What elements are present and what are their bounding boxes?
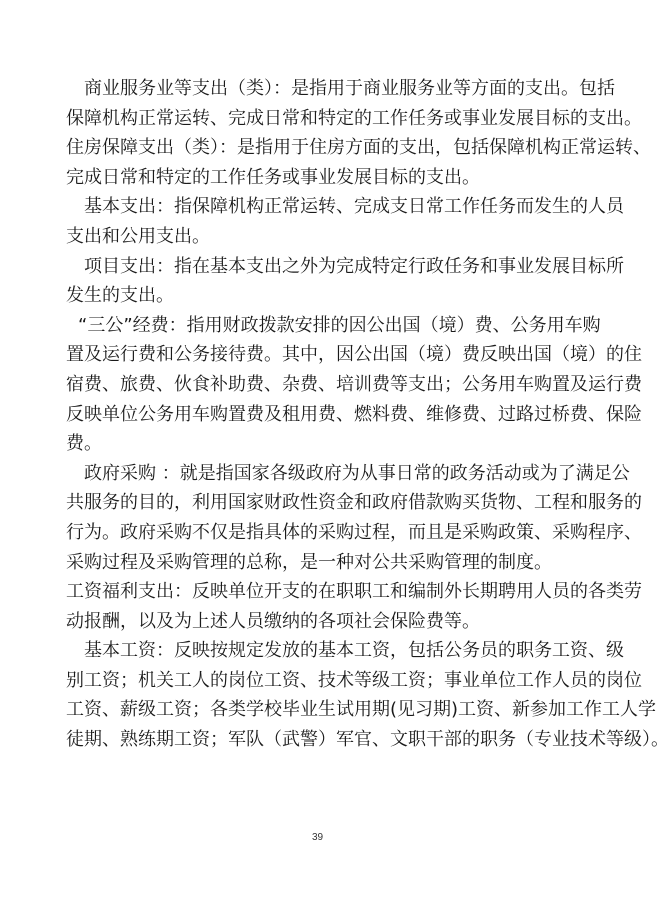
text-line: 别工资；机关工人的岗位工资、技术等级工资；事业单位工作人员的岗位: [66, 669, 642, 691]
text-line: 动报酬，以及为上述人员缴纳的各项社会保险费等。: [66, 610, 480, 632]
text-line: 政府采购 ：就是指国家各级政府为从事日常的政务活动或为了满足公: [84, 462, 630, 484]
text-line: 工资、薪级工资；各类学校毕业生试用期(见习期)工资、新参加工作工人学: [66, 699, 657, 721]
page-number: 39: [311, 832, 324, 843]
text-line: 徒期、熟练期工资；军队（武警）军官、文职干部的职务（专业技术等级）。: [66, 729, 669, 751]
text-line: 基本工资：反映按规定发放的基本工资，包括公务员的职务工资、级: [84, 640, 624, 662]
text-line: “三公”经费：指用财政拨款安排的因公出国（境）费、公务用车购: [78, 314, 601, 336]
text-line: 完成日常和特定的工作任务或事业发展目标的支出。: [66, 166, 480, 188]
text-line: 住房保障支出（类）：是指用于住房方面的支出，包括保障机构正常运转、: [66, 137, 651, 159]
text-line: 工资福利支出：反映单位开支的在职职工和编制外长期聘用人员的各类劳: [66, 581, 642, 603]
text-line: 费。: [66, 433, 102, 455]
text-line: 行为。政府采购不仅是指具体的采购过程，而且是采购政策、采购程序、: [66, 521, 642, 543]
text-line: 反映单位公务用车购置费及租用费、燃料费、维修费、过路过桥费、保险: [66, 403, 642, 425]
text-line: 采购过程及采购管理的总称，是一种对公共采购管理的制度。: [66, 551, 552, 573]
text-line: 基本支出：指保障机构正常运转、完成支日常工作任务而发生的人员: [84, 196, 624, 218]
text-line: 共服务的目的，利用国家财政性资金和政府借款购买货物、工程和服务的: [66, 492, 642, 514]
text-line: 商业服务业等支出（类）：是指用于商业服务业等方面的支出。包括: [84, 78, 615, 99]
text-line: 支出和公用支出。: [66, 225, 210, 247]
document-body: [66, 76, 669, 757]
text-line: 置及运行费和公务接待费。其中，因公出国（境）费反映出国（境）的住: [66, 344, 642, 366]
text-line: 发生的支出。: [66, 285, 174, 307]
text-line: 保障机构正常运转、完成日常和特定的工作任务或事业发展目标的支出。: [66, 107, 642, 129]
text-line: 宿费、旅费、伙食补助费、杂费、培训费等支出；公务用车购置及运行费: [66, 373, 642, 395]
text-line: 项目支出：指在基本支出之外为完成特定行政任务和事业发展目标所: [84, 255, 624, 277]
